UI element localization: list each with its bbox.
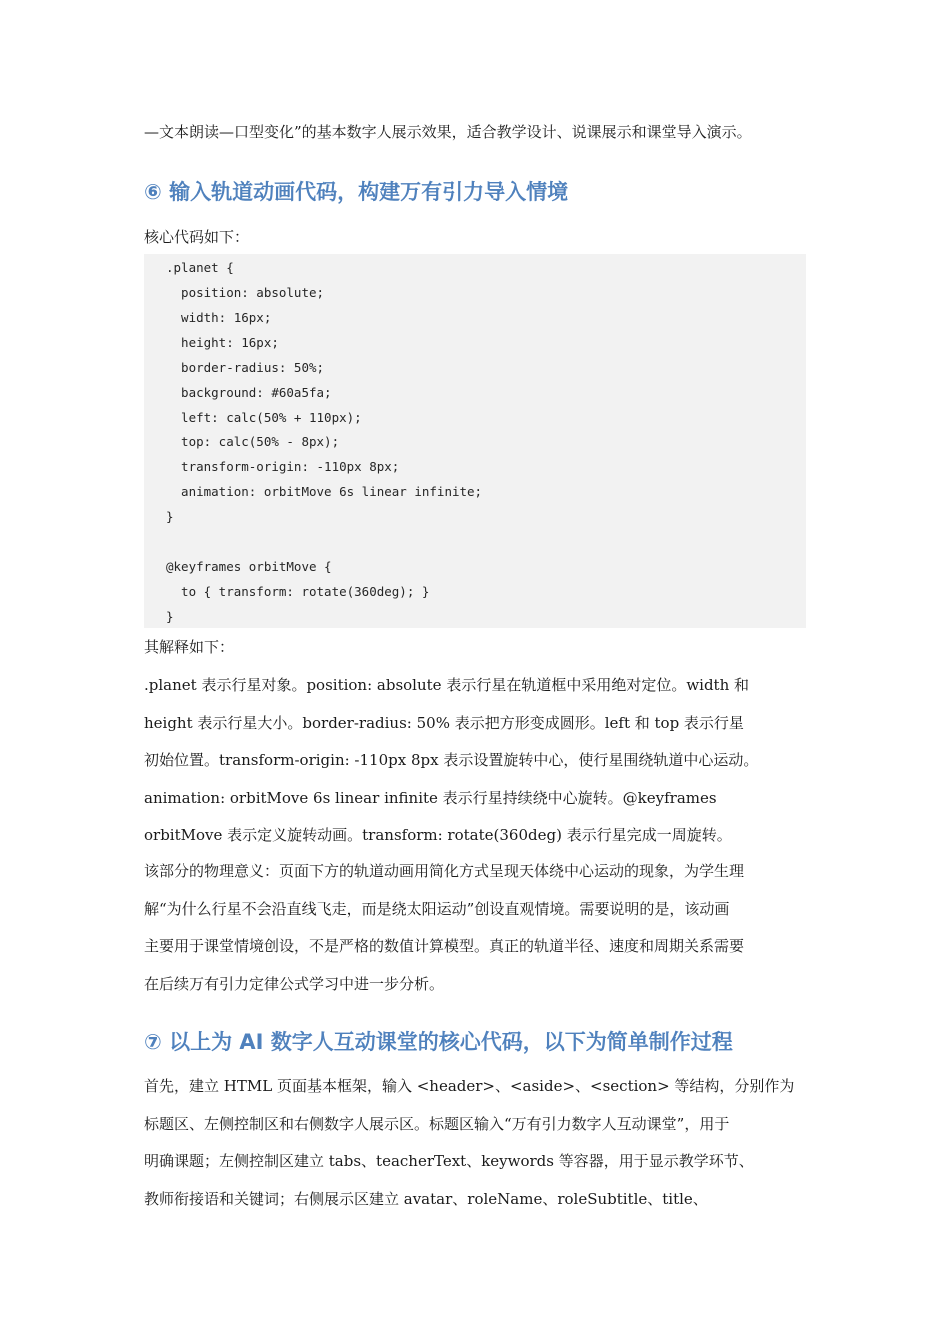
explanation-line: animation: orbitMove 6s linear infinite 表示行星持续绕中心旋转。@keyframes (144, 788, 717, 807)
process-paragraph (144, 1068, 794, 1218)
code-line: left: calc(50% + 110px); (166, 410, 362, 425)
explanation-line: height 表示行星大小。border-radius: 50% 表示把方形变成圆形。left 和 top 表示行星 (144, 713, 744, 732)
code-line: width: 16px; (166, 310, 272, 325)
meaning-line: 主要用于课堂情境创设，不是严格的数值计算模型。真正的轨道半径、速度和周期关系需要 (144, 937, 745, 955)
code-line: background: #60a5fa; (166, 385, 332, 400)
meaning-line: 解“为什么行星不会沿直线飞走，而是绕太阳运动”创设直观情境。需要说明的是，该动画 (144, 899, 730, 918)
process-line: 明确课题；左侧控制区建立 tabs、teacherText、keywords 等容器，用于显示教学环节、 (144, 1152, 754, 1170)
meaning-line: 该部分的物理意义：页面下方的轨道动画用简化方式呈现天体绕中心运动的现象，为学生理 (144, 862, 745, 880)
code-line: .planet { (166, 260, 234, 275)
explanation-line: 初始位置。transform-origin: -110px 8px 表示设置旋转中心，使行星围绕轨道中心运动。 (144, 751, 759, 769)
code-intro-label: 核心代码如下： (144, 228, 250, 246)
code-line: position: absolute; (166, 285, 325, 300)
explain-intro-label: 其解释如下： (144, 638, 235, 656)
code-line: } (166, 609, 174, 624)
physics-meaning-paragraph (144, 853, 744, 1003)
intro-paragraph: —文本朗读—口型变化”的基本数字人展示效果，适合教学设计、说课展示和课堂导入演示。 (144, 123, 752, 141)
process-line: 首先，建立 HTML 页面基本框架，输入 <header>、<aside>、<section> 等结构，分别作为 (144, 1077, 795, 1095)
explanation-paragraph (144, 667, 758, 855)
code-line: to { transform: rotate(360deg); } (166, 584, 430, 599)
process-line: 标题区、左侧控制区和右侧数字人展示区。标题区输入“万有引力数字人互动课堂”，用于 (144, 1114, 730, 1133)
code-line: top: calc(50% - 8px); (166, 434, 340, 449)
explanation-line: orbitMove 表示定义旋转动画。transform: rotate(360deg) 表示行星完成一周旋转。 (144, 826, 732, 844)
process-line: 教师衔接语和关键词；右侧展示区建立 avatar、roleName、roleSubtitle、title、 (144, 1189, 708, 1208)
code-block (144, 254, 806, 628)
code-line: @keyframes orbitMove { (166, 559, 332, 574)
code-line: height: 16px; (166, 335, 279, 350)
code-line: transform-origin: -110px 8px; (166, 459, 400, 474)
code-line: } (166, 509, 174, 524)
section-6-heading: ⑥ 输入轨道动画代码，构建万有引力导入情境 (144, 180, 569, 204)
code-line: animation: orbitMove 6s linear infinite; (166, 484, 483, 499)
explanation-line: .planet 表示行星对象。position: absolute 表示行星在轨道框中采用绝对定位。width 和 (144, 676, 750, 694)
code-line: border-radius: 50%; (166, 360, 325, 375)
meaning-line: 在后续万有引力定律公式学习中进一步分析。 (144, 974, 445, 993)
section-7-heading: ⑦ 以上为 AI 数字人互动课堂的核心代码，以下为简单制作过程 (144, 1030, 733, 1054)
